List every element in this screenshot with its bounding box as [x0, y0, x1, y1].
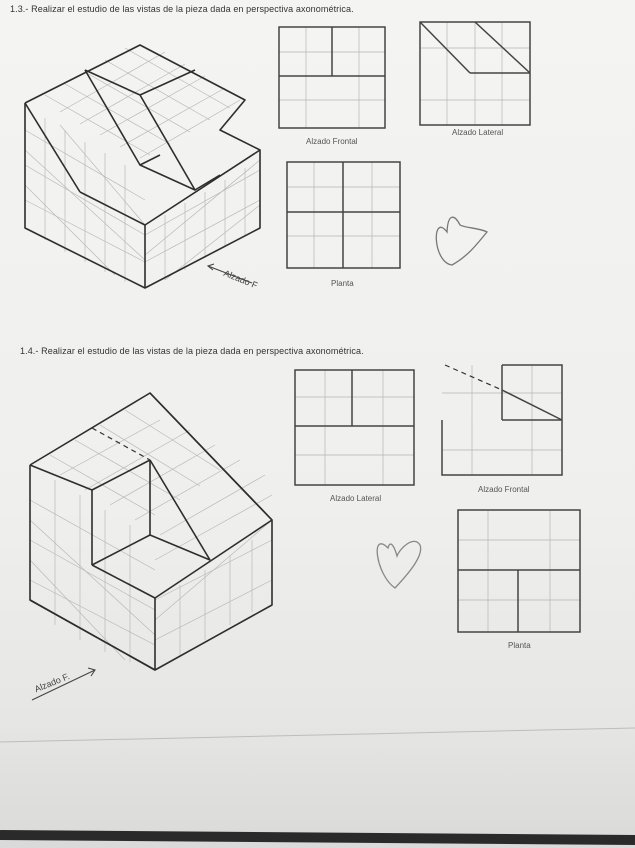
exercise-1-4-caption-front: Alzado Frontal	[478, 485, 530, 494]
exercise-1-3-caption-front: Alzado Frontal	[306, 137, 358, 146]
exercise-1-3-heading: 1.3.- Realizar el estudio de las vistas de la pieza dada en perspectiva axonométrica.	[10, 4, 354, 14]
exercise-1-4-view-tag: Alzado F.	[33, 671, 72, 695]
exercise-1-3-view-tag: Alzado F	[222, 268, 259, 291]
exercise-1-4-caption-plan: Planta	[508, 641, 531, 650]
exercise-1-4-caption-side: Alzado Lateral	[330, 494, 382, 503]
exercise-1-3-caption-side: Alzado Lateral	[452, 128, 504, 137]
exercise-1-4-heading: 1.4.- Realizar el estudio de las vistas de la pieza dada en perspectiva axonométrica.	[20, 346, 364, 356]
exercise-1-3-caption-plan: Planta	[331, 279, 354, 288]
